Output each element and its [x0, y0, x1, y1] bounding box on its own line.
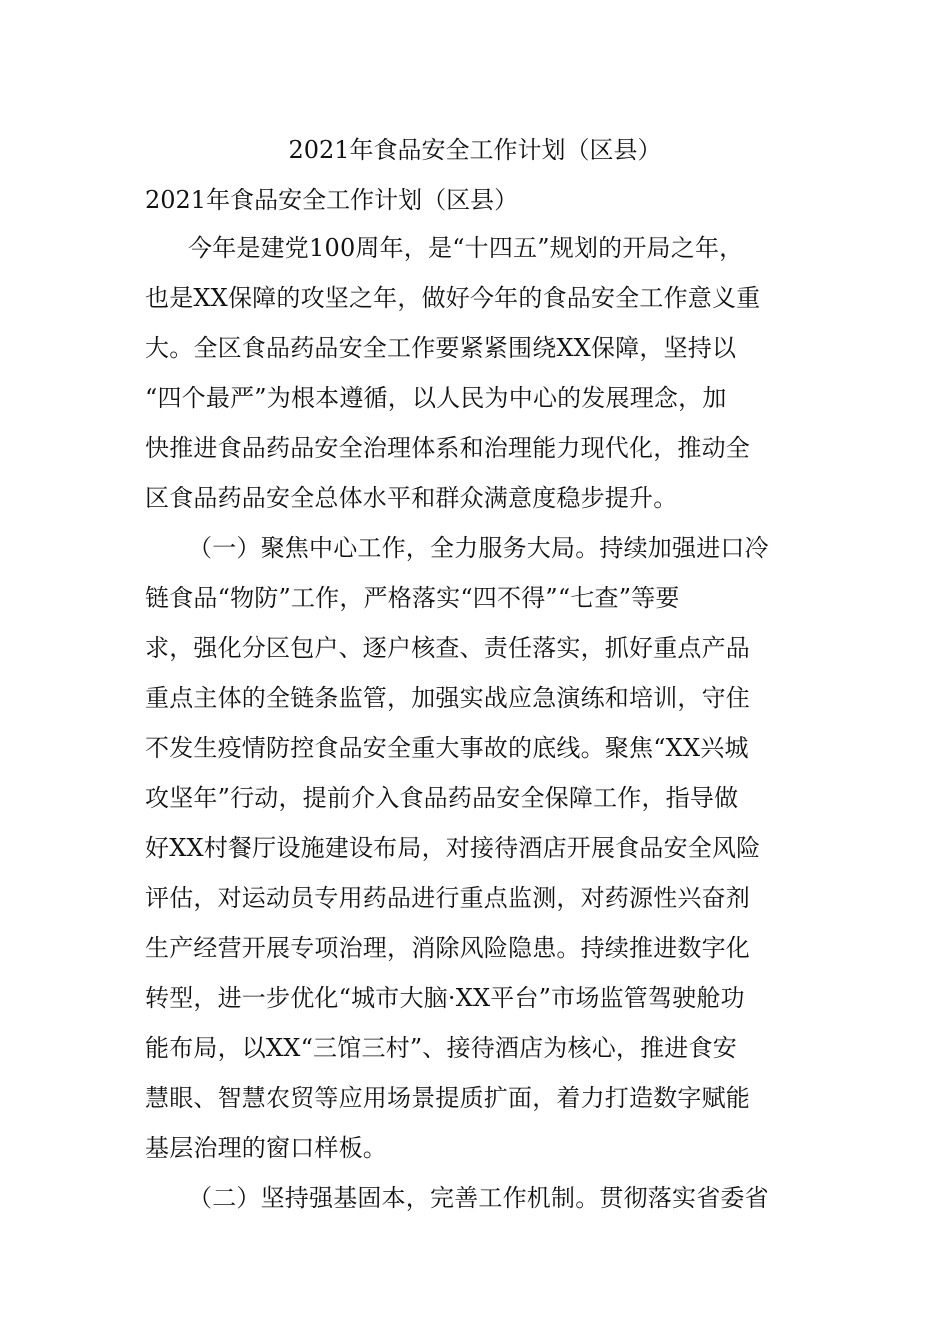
paragraph-section-2 [145, 1173, 810, 1223]
paragraph-line: 攻坚年”行动，提前介入食品药品安全保障工作，指导做 [145, 784, 739, 812]
document-subtitle: 2021年食品安全工作计划（区县） [145, 186, 519, 214]
document-title: 2021年食品安全工作计划（区县） [288, 136, 662, 164]
paragraph-line: 评估，对运动员专用药品进行重点监测，对药源性兴奋剂 [145, 884, 750, 912]
paragraph-line: 重点主体的全链条监管，加强实战应急演练和培训，守住 [145, 684, 750, 712]
paragraph-line: 区食品药品安全总体水平和群众满意度稳步提升。 [145, 484, 678, 512]
paragraph-line: 生产经营开展专项治理，消除风险隐患。持续推进数字化 [145, 934, 750, 962]
paragraph-line: 今年是建党100周年，是“十四五”规划的开局之年， [188, 234, 744, 262]
paragraph-line: 好XX村餐厅设施建设布局，对接待酒店开展食品安全风险 [145, 834, 761, 862]
paragraph-line: 快推进食品药品安全治理体系和治理能力现代化，推动全 [145, 434, 750, 462]
paragraph-line: “四个最严”为根本遵循，以人民为中心的发展理念，加 [145, 384, 727, 412]
paragraph-line: 求，强化分区包户、逐户核查、责任落实，抓好重点产品 [145, 634, 750, 662]
paragraph-line: 转型，进一步优化“城市大脑·XX平台”市场监管驾驶舱功 [145, 984, 745, 1012]
paragraph-line: （二）坚持强基固本，完善工作机制。贯彻落实省委省 [188, 1184, 769, 1212]
paragraph-line: 大。全区食品药品安全工作要紧紧围绕XX保障，坚持以 [145, 334, 737, 362]
paragraph-intro [145, 223, 810, 523]
paragraph-line: 慧眼、智慧农贸等应用场景提质扩面，着力打造数字赋能 [145, 1084, 750, 1112]
paragraph-line: 能布局，以XX“三馆三村”、接待酒店为核心，推进食安 [145, 1034, 737, 1062]
paragraph-line: 链食品“物防”工作，严格落实“四不得”“七查”等要 [145, 584, 680, 612]
paragraph-line: 基层治理的窗口样板。 [145, 1134, 387, 1162]
paragraph-line: 也是XX保障的攻坚之年，做好今年的食品安全工作意义重 [145, 284, 761, 312]
paragraph-line: 不发生疫情防控食品安全重大事故的底线。聚焦“XX兴城 [145, 734, 749, 762]
paragraph-line: （一）聚焦中心工作，全力服务大局。持续加强进口冷 [188, 534, 769, 562]
paragraph-section-1 [145, 523, 810, 1173]
